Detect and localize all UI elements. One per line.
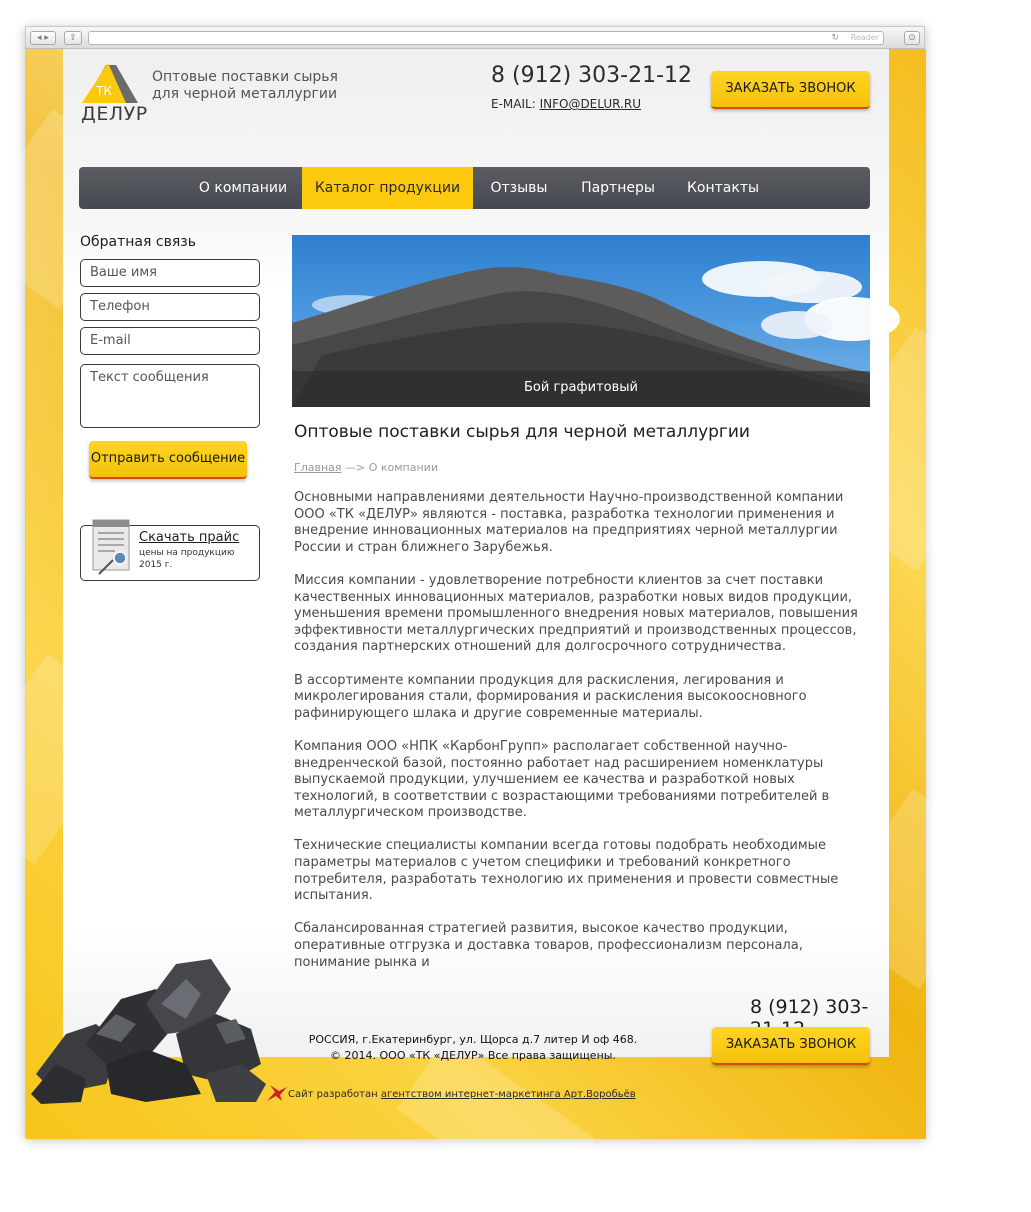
nav-item-catalog[interactable]: Каталог продукции <box>302 167 473 209</box>
nav-item-about[interactable]: О компании <box>198 180 288 196</box>
browser-window <box>25 26 925 1138</box>
feedback-title: Обратная связь <box>80 234 196 250</box>
article-body <box>294 490 864 970</box>
email-label: E-MAIL: <box>491 97 536 111</box>
article-paragraph: Основными направлениями деятельности Научно-производственной компании ООО «ТК «ДЕЛУР» являются - поставка, разработка технологии применения и внедрение инновационных материалов на предприятиях черной металлургии России и стран ближнего Зарубежья. <box>294 490 844 555</box>
bird-logo-icon <box>266 1083 288 1103</box>
email-field[interactable]: E-mail <box>80 327 260 355</box>
nav-item-partners[interactable]: Партнеры <box>581 180 655 196</box>
reader-button[interactable]: Reader <box>850 33 879 42</box>
article-paragraph: Сбалансированная стратегией развития, высокое качество продукции, оперативные отгрузка и доставка товаров, профессионализм персонала, понимание рынка и <box>294 921 803 970</box>
download-price-link[interactable]: Скачать прайс <box>139 530 240 545</box>
email-link[interactable]: INFO@DELUR.RU <box>539 97 641 111</box>
article-paragraph: Миссия компании - удовлетворение потребности клиентов за счет поставки качественных инновационных материалов, разработки новых видов продукции, уменьшения времени промышленного внедрения новых материалов, повышения эффективности металлургических предприятий и производственных процессов, создания партнерских отношений для долгосрочного сотрудничества. <box>294 572 858 655</box>
header-email-row <box>491 97 641 111</box>
logo-name[interactable]: ДЕЛУР <box>81 103 148 125</box>
back-forward-icon[interactable]: ◂ ▸ <box>30 31 56 45</box>
callback-button-bottom[interactable]: ЗАКАЗАТЬ ЗВОНОК <box>712 1027 870 1065</box>
breadcrumb <box>294 461 438 474</box>
hero-image <box>292 235 870 407</box>
message-field[interactable]: Текст сообщения <box>80 364 260 428</box>
downloads-icon[interactable]: ⊙ <box>904 31 920 45</box>
price-download-box[interactable] <box>80 525 260 581</box>
main-nav <box>79 167 870 209</box>
nav-item-reviews[interactable]: Отзывы <box>490 180 548 196</box>
breadcrumb-current: О компании <box>368 461 438 474</box>
hero-caption: Бой графитовый <box>292 371 870 407</box>
site-tagline: Оптовые поставки сырья для черной металлургии <box>152 69 338 102</box>
footer-address-block <box>293 1032 653 1064</box>
page-title: Оптовые поставки сырья для черной металлургии <box>294 422 750 442</box>
send-message-button[interactable]: Отправить сообщение <box>89 441 247 479</box>
agency-link[interactable]: агентством интернет-маркетинга Арт.Воробьёв <box>380 1089 636 1100</box>
breadcrumb-separator: —> <box>345 461 366 474</box>
footer-address: РОССИЯ, г.Екатеринбург, ул. Щорса д.7 литер И оф 468. <box>308 1033 638 1046</box>
coal-pile-image <box>26 944 271 1104</box>
phone-field[interactable]: Телефон <box>80 293 260 321</box>
article-paragraph: Компания ООО «НПК «КарбонГрупп» располагает собственной научно-внедренческой базой, постоянно работает над расширением номенклатуры выпускаемой продукции, улучшением ее качества и разработкой новых технологий, в соответствии с возрастающими требованиями потребителей в металлургическом производстве. <box>294 738 830 821</box>
article-paragraph: Технические специалисты компании всегда готовы подобрать необходимые параметры материалов с учетом специфики и требований конкретного потребителя, разработать технологию их применения и провести совместные испытания. <box>294 838 839 904</box>
header-phone: 8 (912) 303-21-12 <box>491 63 692 88</box>
price-subtitle: цены на продукцию 2015 г. <box>139 548 235 570</box>
footer-phone: 8 (912) 303- <box>750 996 869 1018</box>
address-bar[interactable] <box>88 31 884 45</box>
nav-item-contacts[interactable]: Контакты <box>686 180 760 196</box>
logo-badge-text: ТК <box>96 84 112 98</box>
reload-icon[interactable]: ↻ <box>831 33 839 43</box>
share-icon[interactable]: ⇪ <box>64 31 82 45</box>
breadcrumb-home-link[interactable]: Главная <box>294 461 342 474</box>
name-field[interactable]: Ваше имя <box>80 259 260 287</box>
browser-toolbar <box>26 27 924 49</box>
footer-copyright: © 2014. ООО «ТК «ДЕЛУР» Все права защищены. <box>330 1049 616 1062</box>
site-background <box>26 49 926 1139</box>
document-icon <box>91 518 133 578</box>
content-panel <box>63 49 889 1062</box>
credit-prefix: Сайт разработан <box>288 1089 378 1100</box>
callback-button-top[interactable]: ЗАКАЗАТЬ ЗВОНОК <box>711 71 870 109</box>
developer-credit <box>288 1089 636 1100</box>
article-paragraph: В ассортименте компании продукция для раскисления, легирования и микролегирования стали, формирования и раскисления высокоосновного рафинирующего шлака и другие современные материалы. <box>294 672 807 721</box>
